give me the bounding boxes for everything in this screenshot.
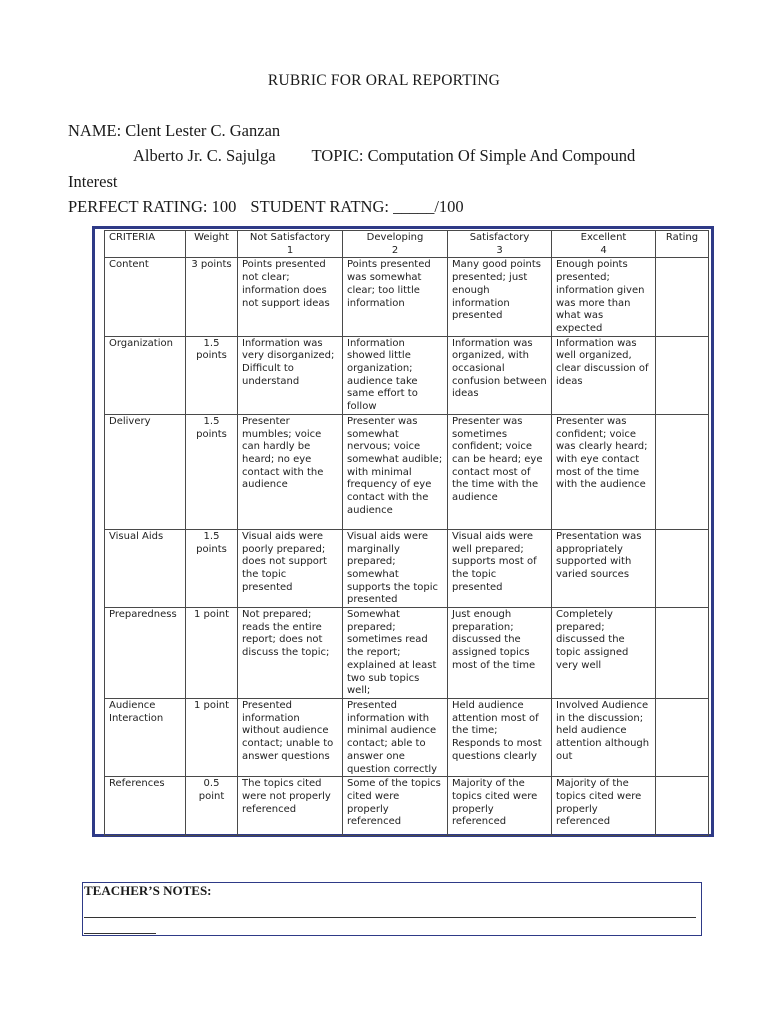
- satisfactory-cell: Visual aids were well prepared; supports most of the topic presented: [448, 529, 552, 607]
- criteria-cell: Content: [105, 258, 186, 336]
- rubric-row-references: [105, 777, 709, 836]
- perfect-rating: PERFECT RATING: 100: [68, 197, 237, 216]
- weight-cell: 1.5 points: [186, 529, 238, 607]
- weight-cell: 0.5 point: [186, 777, 238, 836]
- rubric-row-audience-interaction: [105, 698, 709, 776]
- satisfactory-cell: Presenter was sometimes confident; voice can be heard; eye contact most of the time with the audience: [448, 414, 552, 529]
- notes-write-line: [84, 917, 696, 918]
- rating-cell[interactable]: [656, 336, 709, 414]
- topic-continuation: Interest: [68, 172, 118, 191]
- header-satisfactory-score: 3: [496, 244, 503, 256]
- header-satisfactory-label: Satisfactory: [469, 232, 530, 243]
- header-not-satisfactory-score: 1: [286, 244, 294, 256]
- rubric-table: [104, 230, 709, 836]
- header-criteria: CRITERIA: [105, 231, 186, 258]
- criteria-cell: Organization: [105, 336, 186, 414]
- header-developing-label: Developing: [366, 232, 424, 243]
- excellent-cell: Enough points presented; information given was more than what was expected: [552, 258, 656, 336]
- not-satisfactory-cell: Presented information without audience contact; unable to answer questions: [238, 698, 343, 776]
- header-excellent: [552, 231, 656, 258]
- rubric-header-row: [105, 231, 709, 258]
- criteria-cell: Audience Interaction: [105, 698, 186, 776]
- not-satisfactory-cell: Points presented not clear; information does not support ideas: [238, 258, 343, 336]
- rubric-row-content: [105, 258, 709, 336]
- satisfactory-cell: Majority of the topics cited were properly referenced: [448, 777, 552, 836]
- weight-cell: 1 point: [186, 608, 238, 699]
- second-name-topic-line: [133, 146, 635, 166]
- rating-cell[interactable]: [656, 698, 709, 776]
- rubric-row-visual-aids: [105, 529, 709, 607]
- header-not-satisfactory: [238, 231, 343, 258]
- excellent-cell: Completely prepared; discussed the topic assigned very well: [552, 608, 656, 699]
- header-rating: Rating: [656, 231, 709, 258]
- header-excellent-label: Excellent: [580, 232, 627, 243]
- not-satisfactory-cell: Visual aids were poorly prepared; does not support the topic presented: [238, 529, 343, 607]
- topic-line: TOPIC: Computation Of Simple And Compound: [311, 146, 636, 165]
- not-satisfactory-cell: Information was very disorganized; Difficult to understand: [238, 336, 343, 414]
- not-satisfactory-cell: The topics cited were not properly referenced: [238, 777, 343, 836]
- criteria-cell: References: [105, 777, 186, 836]
- rubric-row-delivery: [105, 414, 709, 529]
- excellent-cell: Presenter was confident; voice was clearly heard; with eye contact most of the time with the audience: [552, 414, 656, 529]
- excellent-cell: Involved Audience in the discussion; held audience attention although out: [552, 698, 656, 776]
- rating-cell[interactable]: [656, 529, 709, 607]
- criteria-cell: Delivery: [105, 414, 186, 529]
- header-not-satisfactory-label: Not Satisfactory: [249, 232, 331, 243]
- header-developing: [343, 231, 448, 258]
- rating-cell[interactable]: [656, 258, 709, 336]
- rubric-row-organization: [105, 336, 709, 414]
- developing-cell: Presenter was somewhat nervous; voice somewhat audible; with minimal frequency of eye contact with the audience: [343, 414, 448, 529]
- developing-cell: Information showed little organization; audience take same effort to follow: [343, 336, 448, 414]
- header-satisfactory: [448, 231, 552, 258]
- header-excellent-score: 4: [600, 244, 607, 256]
- developing-cell: Presented information with minimal audience contact; able to answer one question correctly: [343, 698, 448, 776]
- excellent-cell: Presentation was appropriately supported with varied sources: [552, 529, 656, 607]
- criteria-cell: Preparedness: [105, 608, 186, 699]
- weight-cell: 3 points: [186, 258, 238, 336]
- second-name: Alberto Jr. C. Sajulga: [133, 146, 276, 165]
- not-satisfactory-cell: Presenter mumbles; voice can hardly be heard; no eye contact with the audience: [238, 414, 343, 529]
- header-developing-score: 2: [391, 244, 399, 256]
- teacher-notes-label: TEACHER’S NOTES:: [84, 883, 212, 898]
- criteria-cell: Visual Aids: [105, 529, 186, 607]
- weight-cell: 1.5 points: [186, 336, 238, 414]
- satisfactory-cell: Information was organized, with occasional confusion between ideas: [448, 336, 552, 414]
- satisfactory-cell: Just enough preparation; discussed the assigned topics most of the time: [448, 608, 552, 699]
- weight-cell: 1.5 points: [186, 414, 238, 529]
- header-weight: Weight: [186, 231, 238, 258]
- rating-line: [68, 197, 464, 217]
- developing-cell: Some of the topics cited were properly referenced: [343, 777, 448, 836]
- rating-cell[interactable]: [656, 414, 709, 529]
- rating-cell[interactable]: [656, 608, 709, 699]
- document-title: RUBRIC FOR ORAL REPORTING: [267, 72, 501, 89]
- developing-cell: Visual aids were marginally prepared; somewhat supports the topic presented: [343, 529, 448, 607]
- rubric-row-preparedness: [105, 608, 709, 699]
- rating-cell[interactable]: [656, 777, 709, 836]
- satisfactory-cell: Many good points presented; just enough information presented: [448, 258, 552, 336]
- weight-cell: 1 point: [186, 698, 238, 776]
- student-rating: STUDENT RATNG: _____/100: [250, 197, 464, 216]
- excellent-cell: Information was well organized, clear discussion of ideas: [552, 336, 656, 414]
- notes-write-line-short: [84, 933, 156, 934]
- satisfactory-cell: Held audience attention most of the time; Responds to most questions clearly: [448, 698, 552, 776]
- developing-cell: Somewhat prepared; sometimes read the report; explained at least two sub topics well;: [343, 608, 448, 699]
- excellent-cell: Majority of the topics cited were properly referenced: [552, 777, 656, 836]
- developing-cell: Points presented was somewhat clear; too little information: [343, 258, 448, 336]
- not-satisfactory-cell: Not prepared; reads the entire report; does not discuss the topic;: [238, 608, 343, 699]
- name-line: NAME: Clent Lester C. Ganzan: [68, 121, 281, 140]
